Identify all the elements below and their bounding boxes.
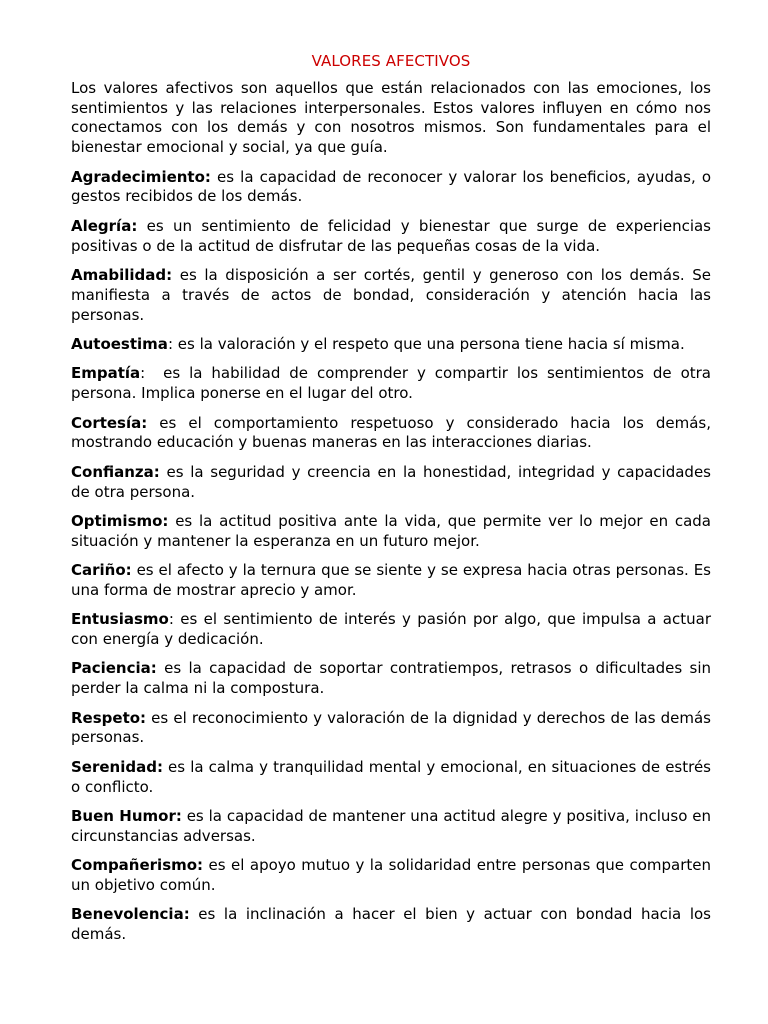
entry-term: Cortesía: [71, 413, 148, 432]
entry-optimismo [71, 512, 711, 552]
entry-term: Serenidad: [71, 757, 163, 776]
entry-term: Agradecimiento: [71, 167, 211, 186]
entry-carino [71, 561, 711, 601]
entry-buen-humor [71, 807, 711, 847]
entry-term: Paciencia: [71, 659, 157, 678]
entry-definition: es la capacidad de reconocer y valorar los beneficios, ayudas, o gestos recibidos de los demás. [71, 167, 711, 206]
entry-term: Entusiasmo [71, 610, 169, 629]
entries-list [71, 167, 716, 945]
entry-term: Confianza: [71, 462, 160, 481]
entry-companerismo [71, 856, 711, 896]
intro-paragraph: Los valores afectivos son aquellos que están relacionados con las emociones, los sentimientos y las relaciones interpersonales. Estos valores influyen en cómo nos conectamos con los demás y con nosotros mismos. Son fundamentales para el bienestar emocional y social, ya que guía. [71, 78, 711, 157]
entry-autoestima [71, 335, 711, 355]
entry-term: Empatía [71, 364, 141, 383]
entry-agradecimiento [71, 168, 711, 208]
entry-definition: es la actitud positiva ante la vida, que permite ver lo mejor en cada situación y mantener la esperanza en un futuro mejor. [71, 511, 711, 550]
entry-definition: es el comportamiento respetuoso y considerado hacia los demás, mostrando educación y buenas maneras en las interacciones diarias. [71, 413, 711, 452]
entry-entusiasmo [71, 610, 711, 650]
entry-alegria [71, 217, 711, 257]
entry-definition: es la capacidad de soportar contratiempos, retrasos o dificultades sin perder la calma ni la compostura. [71, 659, 711, 698]
entry-term: Autoestima [71, 334, 168, 353]
entry-empatia [71, 364, 716, 404]
document-title: VALORES AFECTIVOS [311, 52, 471, 70]
entry-definition: es el reconocimiento y valoración de la dignidad y derechos de las demás personas. [71, 708, 711, 747]
entry-definition: : es la valoración y el respeto que una persona tiene hacia sí misma. [167, 334, 685, 353]
entry-paciencia [71, 659, 711, 699]
entry-definition: es la seguridad y creencia en la honestidad, integridad y capacidades de otra persona. [71, 462, 711, 501]
entry-definition: : es el sentimiento de interés y pasión por algo, que impulsa a actuar con energía y dedicación. [71, 610, 711, 649]
entry-term: Optimismo: [71, 511, 169, 530]
entry-definition: es el afecto y la ternura que se siente y se expresa hacia otras personas. Es una forma de mostrar aprecio y amor. [71, 561, 711, 599]
entry-confianza [71, 463, 711, 503]
entry-benevolencia [71, 905, 711, 945]
entry-cortesia [71, 414, 711, 454]
entry-term: Compañerismo: [71, 856, 204, 875]
entry-definition: es el apoyo mutuo y la solidaridad entre personas que comparten un objetivo común. [71, 856, 711, 894]
entry-term: Cariño: [71, 561, 132, 580]
entry-definition: es la capacidad de mantener una actitud alegre y positiva, incluso en circunstancias adversas. [71, 807, 711, 845]
entry-term: Alegría: [71, 216, 138, 235]
entry-amabilidad [71, 266, 711, 325]
entry-term: Amabilidad: [71, 265, 173, 284]
entry-term: Buen Humor: [71, 807, 182, 826]
entry-term: Respeto: [71, 708, 147, 727]
entry-definition: : es la habilidad de comprender y compartir los sentimientos de otra persona. Implica ponerse en el lugar del otro. [71, 364, 716, 403]
entry-definition: es la disposición a ser cortés, gentil y generoso con los demás. Se manifiesta a través de actos de bondad, consideración y atención hacia las personas. [71, 265, 711, 324]
entry-respeto [71, 709, 711, 749]
entry-definition: es la calma y tranquilidad mental y emocional, en situaciones de estrés o conflicto. [71, 757, 711, 796]
entry-serenidad [71, 758, 711, 798]
document-page [71, 52, 716, 955]
entry-definition: es la inclinación a hacer el bien y actuar con bondad hacia los demás. [71, 905, 711, 944]
entry-definition: es un sentimiento de felicidad y bienestar que surge de experiencias positivas o de la actitud de disfrutar de las pequeñas cosas de la vida. [71, 216, 711, 255]
entry-term: Benevolencia: [71, 905, 190, 924]
